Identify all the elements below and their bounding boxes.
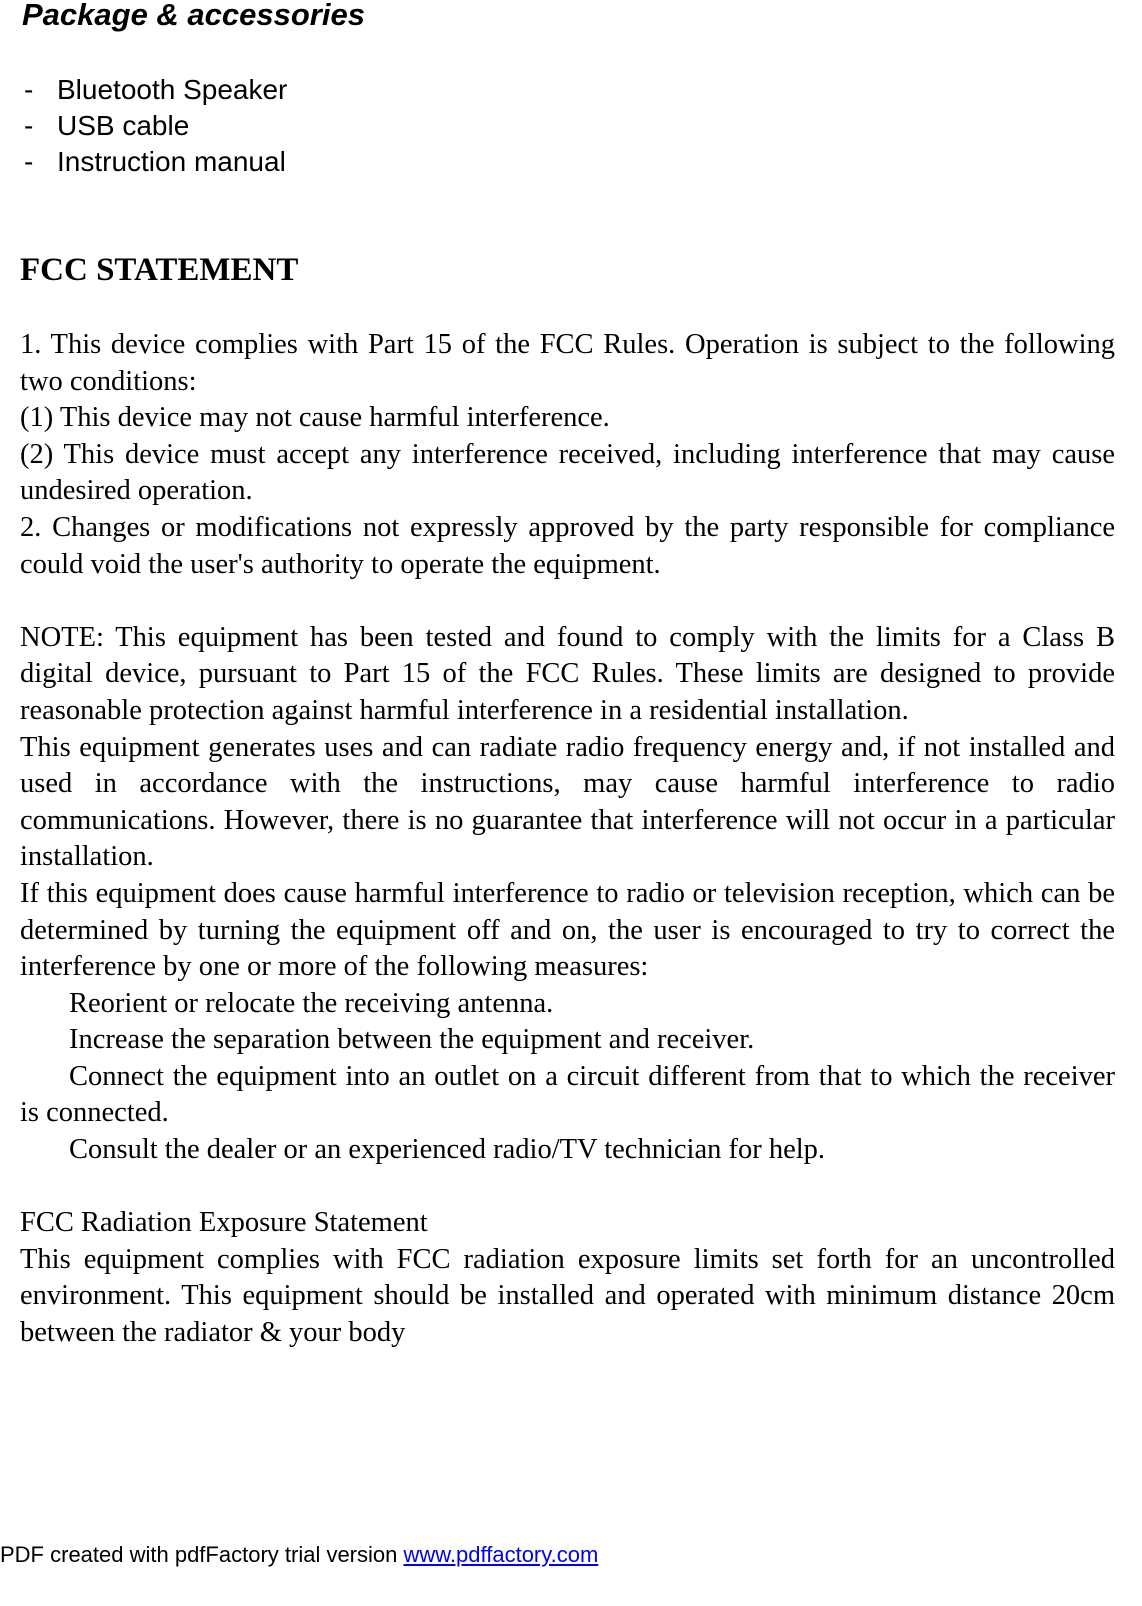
fcc-item-1: 1. This device complies with Part 15 of the FCC Rules. Operation is subject to the following two conditions: [20,329,1115,397]
list-item [24,108,287,144]
fcc-condition-2: (2) This device must accept any interference received, including interference that may cause undesired operation. [20,438,1115,507]
fcc-statement-title: FCC STATEMENT [20,252,299,288]
paragraph-gap [20,1169,1115,1206]
fcc-if-cause: If this equipment does cause harmful interference to radio or television reception, which can be determined by turning the equipment off and on, the user is encouraged to try to correct the interference by one or more of the following measures: [20,877,1115,983]
list-bullet: - [24,74,34,105]
fcc-condition-1: (1) This device may not cause harmful interference. [20,402,610,434]
accessory-list [24,72,287,180]
radiation-text: This equipment complies with FCC radiation exposure limits set forth for an uncontrolled environment. This equipment should be installed and operated with minimum distance 20cm between the radiator & your body [20,1243,1115,1349]
fcc-measure: Reorient or relocate the receiving antenna. [69,987,554,1019]
fcc-statement-body [20,327,1115,1352]
pdf-footer [0,1540,598,1570]
fcc-measure: Increase the separation between the equipment and receiver. [69,1024,755,1056]
radiation-title: FCC Radiation Exposure Statement [20,1207,428,1239]
accessory-item-label: USB cable [57,110,190,141]
paragraph-gap [20,583,1115,620]
package-title: Package & accessories [22,0,365,32]
footer-text: PDF created with pdfFactory trial version [0,1542,404,1567]
list-bullet: - [24,110,34,141]
list-item [24,72,287,108]
accessory-item-label: Instruction manual [57,146,286,177]
fcc-item-2: 2. Changes or modifications not expressly approved by the party responsible for compliance could void the user's authority to operate the equipment. [20,511,1115,580]
list-bullet: - [24,146,34,177]
accessory-item-label: Bluetooth Speaker [57,74,288,105]
fcc-generates: This equipment generates uses and can radiate radio frequency energy and, if not installed and used in accordance with the instructions, may cause harmful interference to radio communications. However, there is no guarantee that interference will not occur in a particular installation. [20,731,1115,873]
fcc-measure: Connect the equipment into an outlet on a circuit different from that to which the receiver is connected. [20,1060,1115,1129]
list-item [24,144,287,180]
footer-link[interactable]: www.pdffactory.com [403,1542,599,1567]
fcc-measure: Consult the dealer or an experienced radio/TV technician for help. [69,1134,826,1166]
fcc-note: NOTE: This equipment has been tested and found to comply with the limits for a Class B digital device, pursuant to Part 15 of the FCC Rules. These limits are designed to provide reasonable protection against harmful interference in a residential installation. [20,621,1115,726]
